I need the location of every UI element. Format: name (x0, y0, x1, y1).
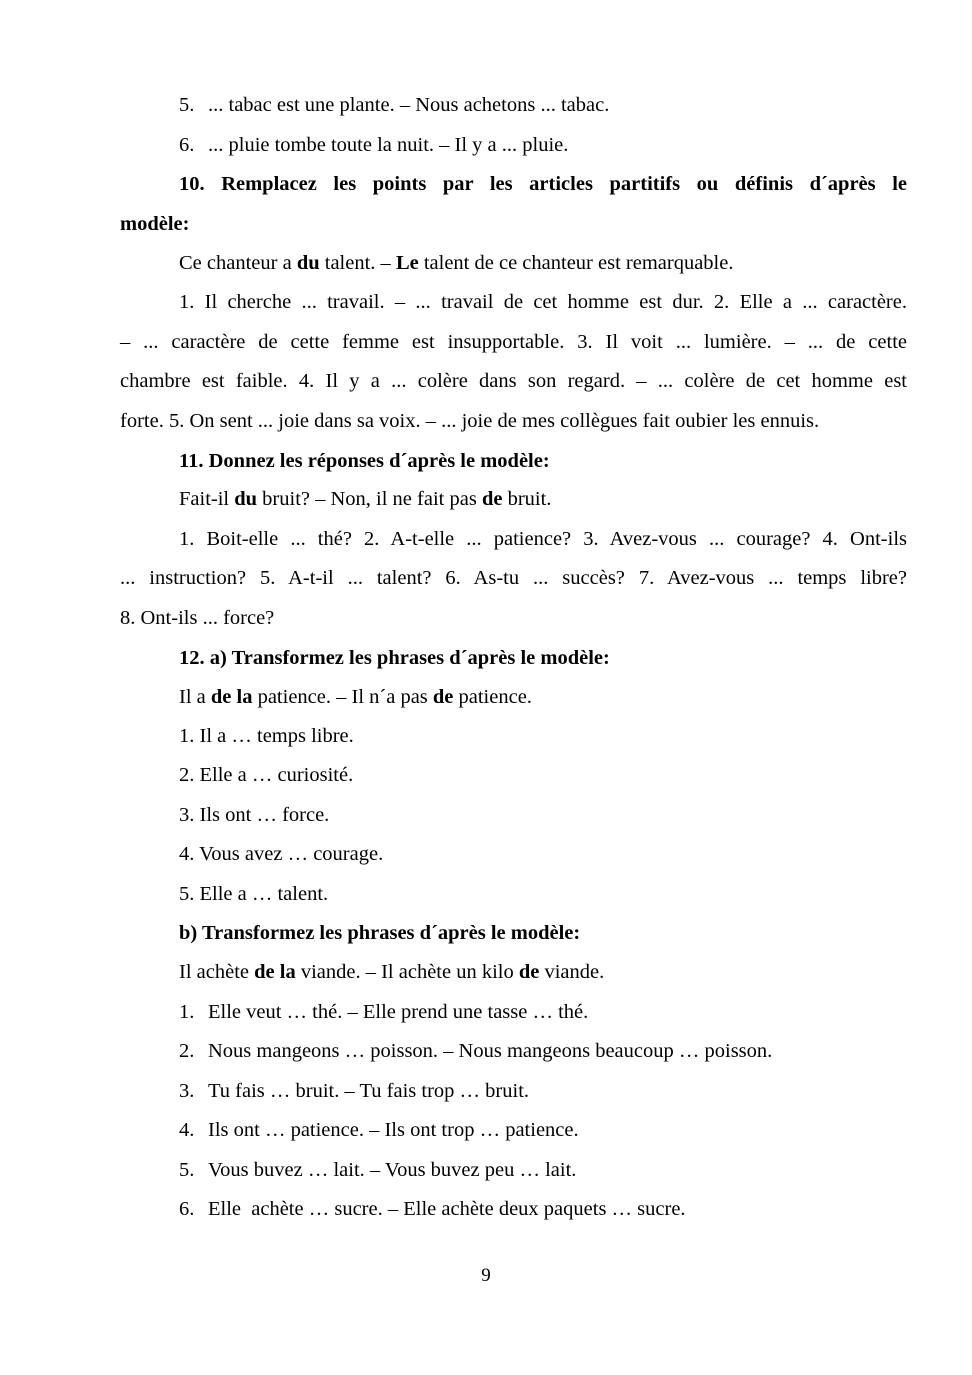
ex12b-item: 1. Elle veut … thé. – Elle prend une tasse … thé. (179, 1001, 589, 1023)
ex12b-model: Il achète de la viande. – Il achète un kilo de viande. (179, 961, 605, 983)
ex10-body-line: – ... caractère de cette femme est insupportable. 3. Il voit ... lumière. – ... de cette (120, 331, 907, 353)
ex12b-item: 6. Elle achète … sucre. – Elle achète deux paquets … sucre. (179, 1198, 686, 1220)
ex12a-model: Il a de la patience. – Il n´a pas de patience. (179, 686, 532, 708)
ex10-body-line: chambre est faible. 4. Il y a ... colère dans son regard. – ... colère de cet homme est (120, 370, 907, 392)
ex9-item-5: 5. ... tabac est une plante. – Nous achetons ... tabac. (179, 94, 610, 116)
ex12a-item: 1. Il a … temps libre. (179, 725, 354, 747)
ex11-title: 11. Donnez les réponses d´après le modèle: (179, 450, 550, 472)
page-number: 9 (481, 1265, 491, 1286)
ex12b-item: 3. Tu fais … bruit. – Tu fais trop … bruit. (179, 1080, 530, 1102)
ex12b-item: 4. Ils ont … patience. – Ils ont trop … patience. (179, 1119, 579, 1141)
ex12b-item: 2. Nous mangeons … poisson. – Nous mangeons beaucoup … poisson. (179, 1040, 773, 1062)
ex12b-item: 5. Vous buvez … lait. – Vous buvez peu … lait. (179, 1159, 577, 1181)
ex12b-title: b) Transformez les phrases d´après le modèle: (179, 922, 581, 944)
ex10-model: Ce chanteur a du talent. – Le talent de ce chanteur est remarquable. (179, 252, 734, 274)
ex10-body-line: 1. Il cherche ... travail. – ... travail de cet homme est dur. 2. Elle a ... caractère. (179, 291, 907, 313)
ex11-body-line: 1. Boit-elle ... thé? 2. A-t-elle ... patience? 3. Avez-vous ... courage? 4. Ont-ils (179, 528, 907, 550)
ex9-item-6: 6. ... pluie tombe toute la nuit. – Il y a ... pluie. (179, 134, 569, 156)
ex10-title-cont: modèle: (120, 213, 190, 235)
ex10-title: 10. Remplacez les points par les articles partitifs ou définis d´après le (179, 173, 907, 195)
ex12a-item: 2. Elle a … curiosité. (179, 764, 354, 786)
ex11-model: Fait-il du bruit? – Non, il ne fait pas de bruit. (179, 488, 552, 510)
ex11-body-line: 8. Ont-ils ... force? (120, 607, 275, 629)
ex12a-item: 4. Vous avez … courage. (179, 843, 384, 865)
ex12a-item: 5. Elle a … talent. (179, 883, 329, 905)
ex11-body-line: ... instruction? 5. A-t-il ... talent? 6. As-tu ... succès? 7. Avez-vous ... temps libre? (120, 567, 907, 589)
ex12a-title: 12. a) Transformez les phrases d´après le modèle: (179, 647, 610, 669)
ex12a-item: 3. Ils ont … force. (179, 804, 330, 826)
ex10-body-line: forte. 5. On sent ... joie dans sa voix. – ... joie de mes collègues fait oubier les ennuis. (120, 410, 820, 432)
